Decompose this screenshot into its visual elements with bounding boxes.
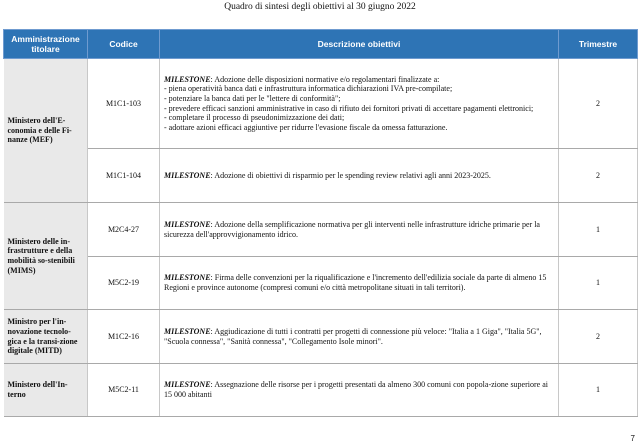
description-line: : Adozione di obiettivi di risparmio per le spending review relativi agli anni 2023-2025. [210, 170, 491, 180]
description-line: : Aggiudicazione di tutti i contratti per progetti di connessione più veloce: "Italia a 1 Giga", "Italia 5G", "Scuola connessa", "Sanità connessa", "Collegamento Isole minori". [164, 326, 542, 346]
description-cell [160, 364, 559, 417]
ministry-cell: Ministero dell'In-terno [4, 364, 88, 417]
ministry-cell: Ministro per l'in-novazione tecnolo-gica e la transi-zione digitale (MITD) [4, 310, 88, 364]
milestone-label: MILESTONE [164, 273, 211, 283]
milestone-label: MILESTONE [164, 380, 211, 390]
quarter-cell: 2 [559, 59, 638, 149]
description-line: - completare il processo di pseudonimizzazione dei dati; [164, 113, 345, 123]
table-row [4, 59, 638, 149]
table-row [4, 203, 638, 257]
description-line: - prevedere efficaci sanzioni amministrative in caso di rifiuto dei fornitori privati di accettare pagamenti elettronici; [164, 103, 534, 113]
description-line: - adottare azioni efficaci aggiuntive per ridurre l'evasione fiscale da omessa fatturazione. [164, 122, 448, 132]
table-row [4, 364, 638, 417]
quarter-cell: 2 [559, 149, 638, 203]
code-cell: M2C4-27 [88, 203, 160, 257]
description-line: - potenziare la banca dati per le "lettere di conformità"; [164, 93, 341, 103]
table-row [4, 149, 638, 203]
header-description: Descrizione obiettivi [160, 30, 559, 59]
milestone-label: MILESTONE [164, 74, 211, 84]
quarter-cell: 2 [559, 310, 638, 364]
description-line: : Adozione delle disposizioni normative e/o regolamentari finalizzate a: [210, 74, 440, 84]
header-quarter: Trimestre [559, 30, 638, 59]
code-cell: M5C2-11 [88, 364, 160, 417]
milestone-label: MILESTONE [164, 326, 211, 336]
quarter-cell: 1 [559, 203, 638, 257]
table-header-row [4, 30, 638, 59]
header-code: Codice [88, 30, 160, 59]
description-cell [160, 310, 559, 364]
table-row [4, 257, 638, 310]
milestone-label: MILESTONE [164, 219, 211, 229]
objectives-table [3, 29, 638, 417]
ministry-cell: Ministero delle in-frastrutture e della mobilità so-stenibili (MIMS) [4, 203, 88, 310]
description-cell [160, 203, 559, 257]
code-cell: M5C2-19 [88, 257, 160, 310]
quarter-cell: 1 [559, 257, 638, 310]
header-ministry: Amministrazione titolare [4, 30, 88, 59]
table-row [4, 310, 638, 364]
code-cell: M1C2-16 [88, 310, 160, 364]
description-cell [160, 59, 559, 149]
code-cell: M1C1-104 [88, 149, 160, 203]
description-line: : Assegnazione delle risorse per i progetti presentati da almeno 300 comuni con popola-zione superiore ai 15 000 abitanti [164, 380, 548, 399]
description-cell [160, 149, 559, 203]
description-line: : Firma delle convenzioni per la riqualificazione e l'incremento dell'edilizia sociale da parte di almeno 15 Regioni e province autonome (compresi comuni e/o città metropolitane situati in tali territori). [164, 273, 547, 292]
quarter-cell: 1 [559, 364, 638, 417]
page-title: Quadro di sintesi degli obiettivi al 30 giugno 2022 [224, 2, 416, 12]
ministry-cell: Ministero dell'E-conomia e delle Fi-nanze (MEF) [4, 59, 88, 203]
description-line: : Adozione della semplificazione normativa per gli interventi nelle infrastrutture idriche primarie per la sicurezza dell'approvvigionamento idrico. [164, 219, 540, 239]
page-number: 7 [630, 434, 635, 443]
code-cell: M1C1-103 [88, 59, 160, 149]
description-line: - piena operatività banca dati e infrastruttura informatica dichiarazioni IVA pre-compilate; [164, 84, 453, 94]
description-cell [160, 257, 559, 310]
milestone-label: MILESTONE [164, 170, 211, 180]
